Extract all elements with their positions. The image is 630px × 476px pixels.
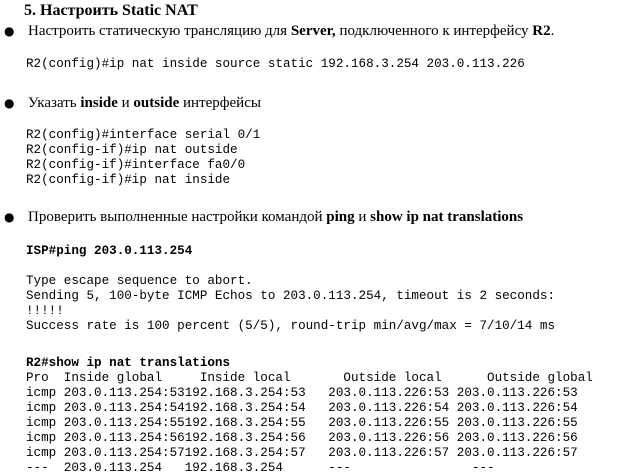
bullet-inside-outside: ● Указать inside и outside интерфейсы — [4, 95, 261, 111]
code-line: R2(config-if)#interface fa0/0 — [26, 158, 246, 172]
ping-output-line: Success rate is 100 percent (5/5), round-trip min/avg/max = 7/10/14 ms — [26, 319, 556, 333]
ping-output-line: Type escape sequence to abort. — [26, 274, 253, 288]
nat-table-row: icmp 203.0.113.254:56192.168.3.254:56 203.0.113.226:56 203.0.113.226:56 — [26, 431, 578, 445]
nat-table-header: Pro Inside global Inside local Outside local Outside global — [26, 371, 593, 385]
bullet-icon: ● — [4, 24, 15, 38]
code-block-nat-translations — [26, 356, 593, 476]
bullet-icon: ● — [4, 96, 15, 110]
bullet-verify: ● Проверить выполненные настройки командой ping и show ip nat translations — [4, 209, 524, 225]
nat-table-row: --- 203.0.113.254 192.168.3.254 --- --- — [26, 461, 495, 475]
code-line: R2(config-if)#ip nat inside — [26, 173, 231, 187]
code-line: R2(config)#ip nat inside source static 192.168.3.254 203.0.113.226 — [26, 57, 525, 71]
nat-table-row: icmp 203.0.113.254:54192.168.3.254:54 203.0.113.226:54 203.0.113.226:54 — [26, 401, 578, 415]
ping-output-line: !!!!! — [26, 304, 64, 318]
nat-table-row: icmp 203.0.113.254:53192.168.3.254:53 203.0.113.226:53 203.0.113.226:53 — [26, 386, 578, 400]
bullet-configure-static-nat: ● Настроить статическую трансляцию для Server, подключенного к интерфейсу R2. — [4, 23, 555, 39]
nat-command: R2#show ip nat translations — [26, 356, 231, 370]
code-block-ping — [26, 244, 555, 334]
nat-table-row: icmp 203.0.113.254:57192.168.3.254:57 203.0.113.226:57 203.0.113.226:57 — [26, 446, 578, 460]
section-heading: 5. Настроить Static NAT — [24, 2, 198, 19]
code-block-static-nat — [26, 57, 525, 72]
code-line: R2(config)#interface serial 0/1 — [26, 128, 261, 142]
code-line: R2(config-if)#ip nat outside — [26, 143, 238, 157]
code-block-interfaces — [26, 128, 260, 188]
bullet-icon: ● — [4, 210, 15, 224]
nat-table-row: icmp 203.0.113.254:55192.168.3.254:55 203.0.113.226:55 203.0.113.226:55 — [26, 416, 578, 430]
ping-output-line: Sending 5, 100-byte ICMP Echos to 203.0.113.254, timeout is 2 seconds: — [26, 289, 556, 303]
ping-command: ISP#ping 203.0.113.254 — [26, 244, 193, 258]
